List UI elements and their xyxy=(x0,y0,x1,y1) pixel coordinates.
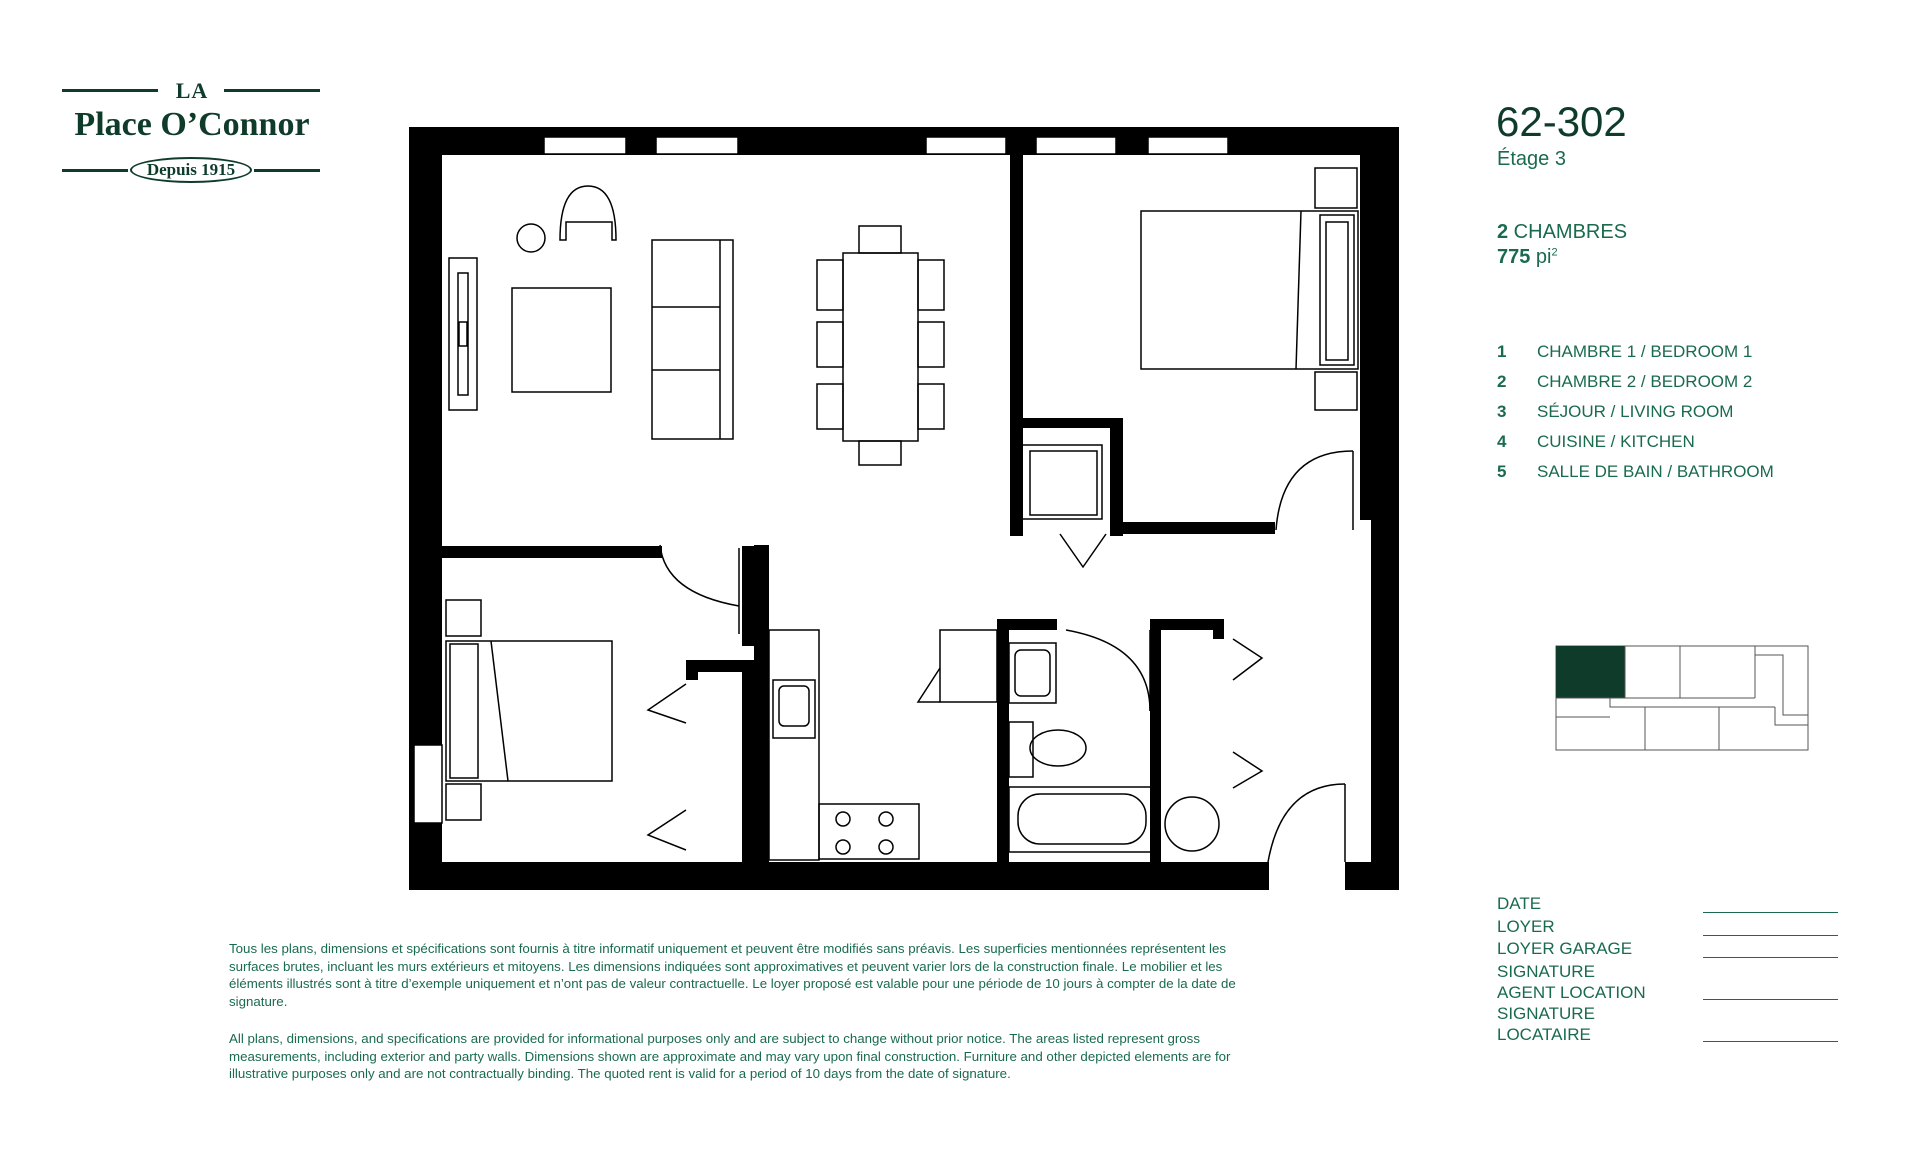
signature-agent-line1: SIGNATURE xyxy=(1497,962,1595,981)
exterior-walls xyxy=(409,127,1399,890)
legend-label: SALLE DE BAIN / BATHROOM xyxy=(1537,462,1774,481)
bedrooms-count: 2 xyxy=(1497,221,1509,243)
signature-agent-label xyxy=(1497,961,1646,1003)
furniture xyxy=(446,168,1358,862)
logo-name: Place O’Connor xyxy=(74,106,310,143)
loyer-label: LOYER xyxy=(1497,917,1555,936)
interior-walls xyxy=(440,150,1371,868)
key-plan xyxy=(1555,645,1815,755)
signature-locataire-line2: LOCATAIRE xyxy=(1497,1025,1591,1044)
unit-floor: Étage 3 xyxy=(1497,148,1566,170)
legend-item xyxy=(1497,342,1774,372)
area-value: 775 xyxy=(1497,246,1531,268)
legend-label: CHAMBRE 1 / BEDROOM 1 xyxy=(1537,342,1753,361)
legend-number: 2 xyxy=(1497,372,1507,391)
legend-item xyxy=(1497,462,1774,492)
legend-label: CHAMBRE 2 / BEDROOM 2 xyxy=(1537,372,1753,391)
legend-number: 3 xyxy=(1497,402,1507,421)
room-legend xyxy=(1497,342,1774,492)
signature-locataire-line[interactable] xyxy=(1703,1041,1838,1042)
date-line[interactable] xyxy=(1703,912,1838,913)
logo-badge: Depuis 1915 xyxy=(130,157,252,183)
loyer-garage-line[interactable] xyxy=(1703,957,1838,958)
logo-top-text: LA xyxy=(175,78,209,103)
signature-agent-line2: AGENT LOCATION xyxy=(1497,983,1646,1002)
signature-agent-line[interactable] xyxy=(1703,999,1838,1000)
legend-item xyxy=(1497,372,1774,402)
disclaimer-fr: Tous les plans, dimensions et spécifications sont fournis à titre informatif uniquement et peuvent être modifiés sans préavis. Les superficies mentionnées représentent les surfaces brutes, incluant les murs extérieurs et mitoyens. Les dimensions indiquées sont approximatives et peuvent varier lors de la construction finale. Le mobilier et les éléments illustrés sont à titre d’exemple uniquement et n’ont pas de valeur contractuelle. Le loyer proposé est valable pour une période de 10 jours à compter de la date de signature. xyxy=(229,941,1236,1009)
area-unit: pi xyxy=(1530,246,1552,268)
disclaimer-en: All plans, dimensions, and specifications are provided for informational purposes only and are subject to change without prior notice. The areas listed represent gross measurements, including exterior and party walls. Dimensions shown are approximate and may vary upon final construction. Furniture and other depicted elements are for illustrative purposes only and are not contractually binding. The quoted rent is valid for a period of 10 days from the date of signature. xyxy=(229,1031,1231,1081)
unit-number: 62-302 xyxy=(1496,98,1627,145)
bedrooms-label: CHAMBRES xyxy=(1508,221,1628,243)
loyer-garage-label: LOYER GARAGE xyxy=(1497,939,1633,958)
legend-number: 1 xyxy=(1497,342,1507,361)
bedrooms-summary xyxy=(1497,221,1627,244)
key-plan-unit-highlight xyxy=(1556,646,1625,698)
legend-label: CUISINE / KITCHEN xyxy=(1537,432,1695,451)
windows xyxy=(414,137,1228,823)
legend-item xyxy=(1497,402,1774,432)
loyer-line[interactable] xyxy=(1703,935,1838,936)
legend-item xyxy=(1497,432,1774,462)
legend-number: 4 xyxy=(1497,432,1507,451)
area-exponent: 2 xyxy=(1551,246,1558,259)
signature-locataire-label xyxy=(1497,1003,1595,1045)
date-label: DATE xyxy=(1497,894,1542,913)
unit-area xyxy=(1497,246,1558,269)
legend-label: SÉJOUR / LIVING ROOM xyxy=(1537,402,1734,421)
legend-number: 5 xyxy=(1497,462,1507,481)
signature-locataire-line1: SIGNATURE xyxy=(1497,1004,1595,1023)
